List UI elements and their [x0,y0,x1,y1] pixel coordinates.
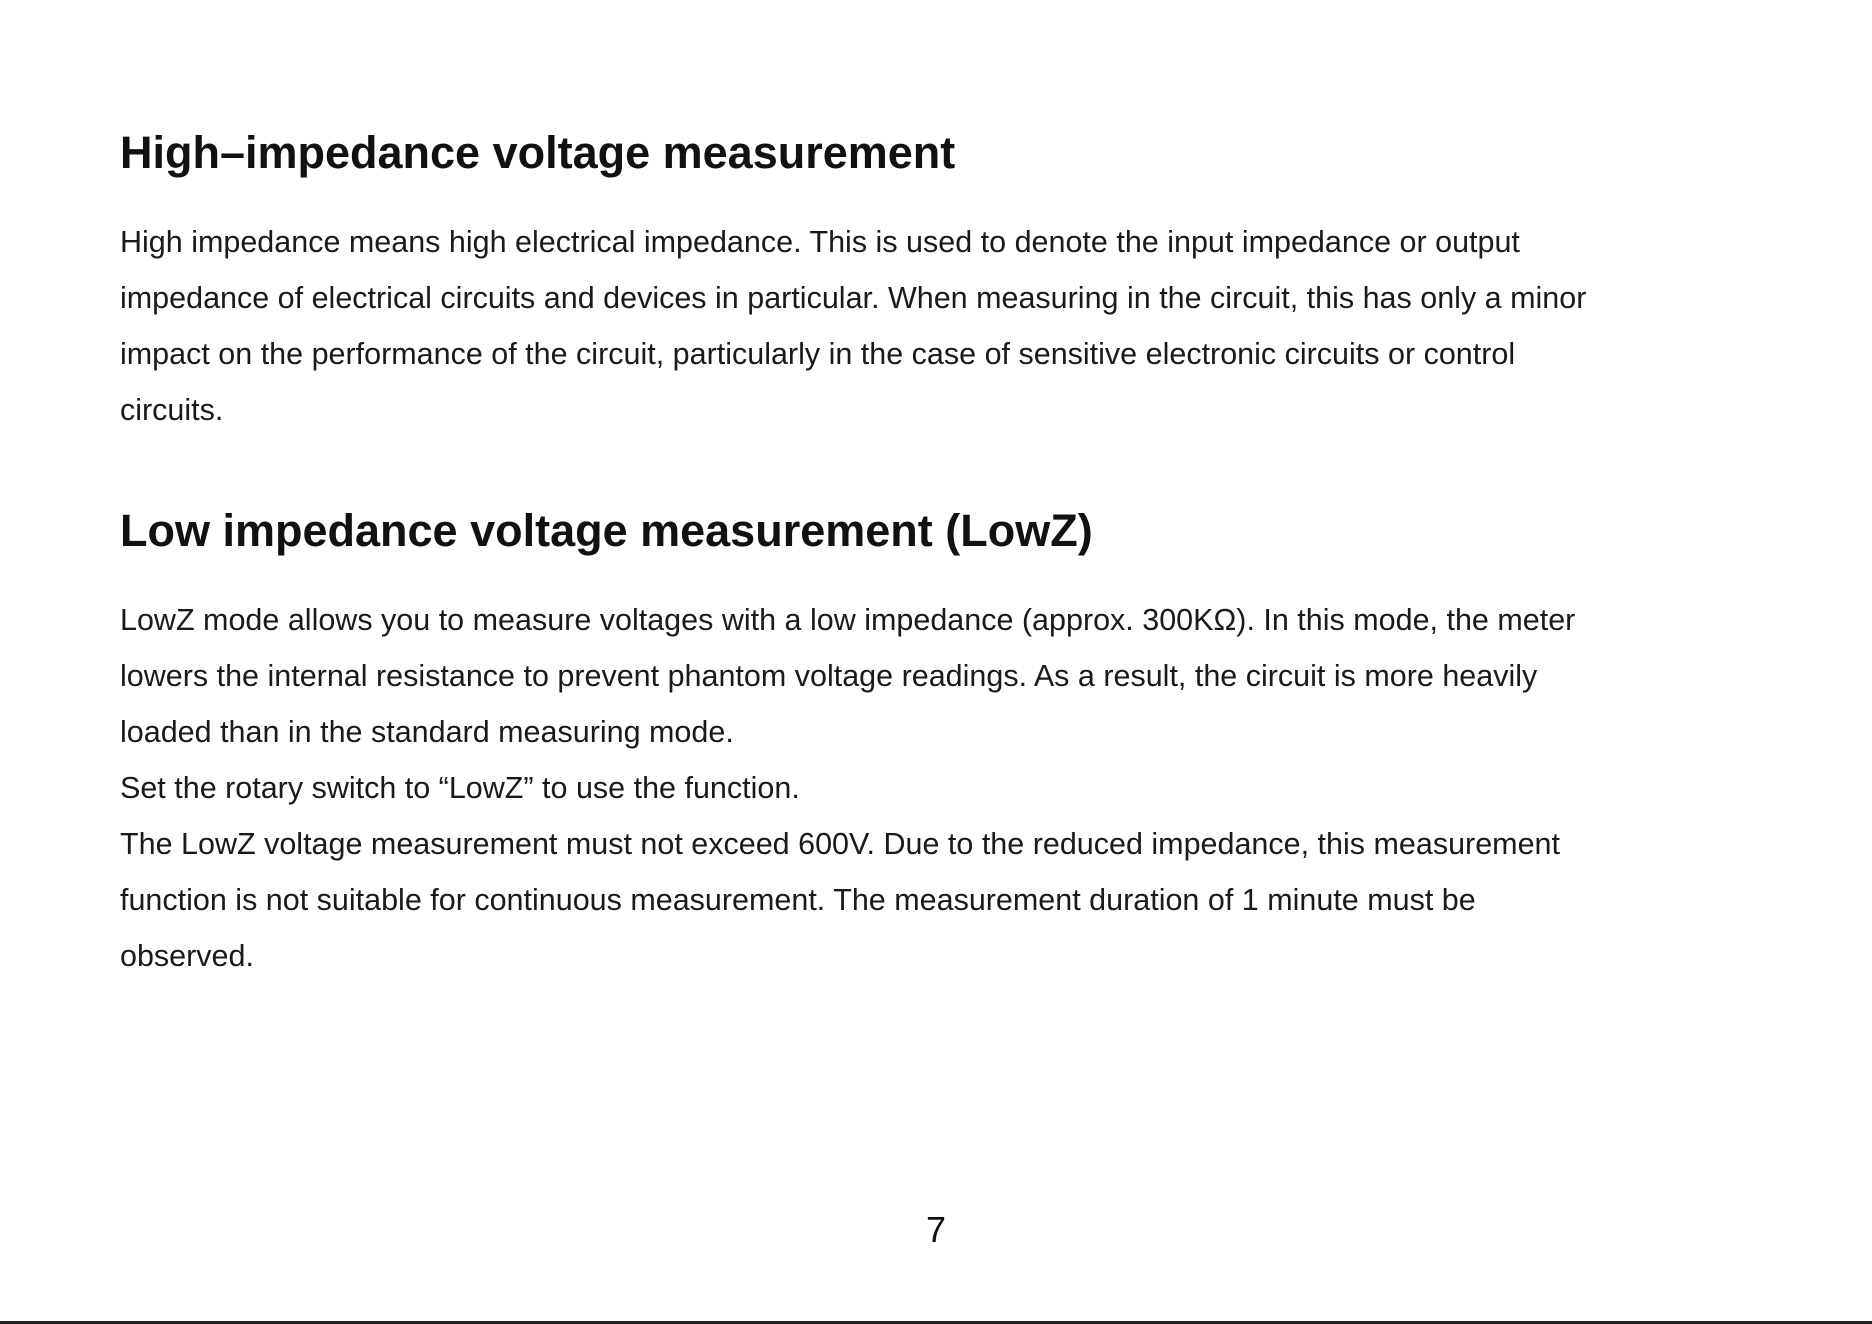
section-heading-high-impedance: High–impedance voltage measurement [120,127,956,178]
text-line: The LowZ voltage measurement must not exceed 600V. Due to the reduced impedance, this measurement [120,827,1560,861]
paragraph-lowz-mode [120,592,1780,760]
text-line: function is not suitable for continuous measurement. The measurement duration of 1 minute must be [120,883,1476,917]
text-line: observed. [120,939,254,973]
section-heading-low-impedance: Low impedance voltage measurement (LowZ) [120,505,1093,556]
text-line: impact on the performance of the circuit, particularly in the case of sensitive electronic circuits or control [120,337,1516,371]
page-number: 7 [925,1209,947,1250]
paragraph-rotary-switch [120,760,1780,816]
text-line: LowZ mode allows you to measure voltages with a low impedance (approx. 300KΩ). In this mode, the meter [120,603,1576,637]
paragraph-high-impedance [120,214,1780,438]
text-line: circuits. [120,393,224,427]
paragraph-lowz-limit [120,816,1780,984]
text-line: Set the rotary switch to “LowZ” to use the function. [120,771,800,805]
text-line: lowers the internal resistance to prevent phantom voltage readings. As a result, the circuit is more heavily [120,659,1538,693]
text-line: impedance of electrical circuits and devices in particular. When measuring in the circuit, this has only a minor [120,281,1587,315]
text-line: loaded than in the standard measuring mode. [120,715,734,749]
text-line: High impedance means high electrical impedance. This is used to denote the input impedance or output [120,225,1520,259]
